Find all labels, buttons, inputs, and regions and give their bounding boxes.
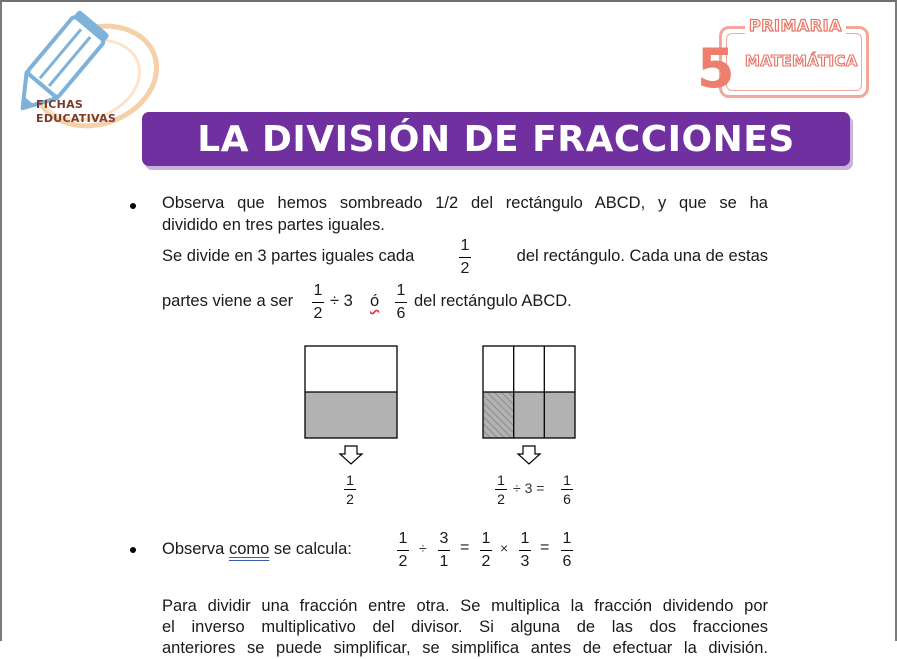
formula-fraction-2: [437, 530, 451, 571]
formula-divide: ÷: [419, 540, 427, 556]
bullet-dot-2: [130, 547, 136, 553]
paragraph-line-2: el inverso multiplicativo del divisor. Si alguna de las dos fracciones: [162, 618, 768, 636]
fraction-numerator: 1: [313, 282, 323, 299]
badge-subject: MATEMÁTICA: [745, 52, 858, 70]
down-arrow-icon: [518, 446, 540, 464]
bullet2-text: [162, 538, 352, 560]
bullet1-line4-before: partes viene a ser: [162, 292, 294, 310]
division-by-three: ÷ 3: [330, 292, 353, 310]
fraction-numerator: 1: [346, 472, 354, 488]
fraction-denominator: 2: [460, 260, 470, 278]
badge-level: PRIMARIA: [745, 16, 846, 35]
fraction-denominator: 6: [563, 491, 571, 508]
fraction-one-half-b: [311, 282, 325, 323]
fraction-numerator: 1: [497, 472, 505, 488]
fraction-denominator: 2: [398, 553, 408, 571]
rectangle-half-shaded: [305, 346, 397, 438]
diagram-left-fraction: [344, 472, 356, 507]
title-banner: [142, 112, 850, 166]
logo-line-2: EDUCATIVAS: [36, 112, 117, 125]
formula-fraction-5: [560, 530, 574, 571]
fraction-denominator: 3: [520, 553, 530, 571]
bullet2-before: Observa: [162, 540, 225, 558]
fraction-denominator: 2: [481, 553, 491, 571]
paragraph-line-1: Para dividir una fracción entre otra. Se multiplica la fracción dividendo por: [162, 597, 768, 615]
fraction-numerator: 3: [439, 530, 449, 547]
formula-fraction-1: [396, 530, 410, 571]
diagram-right-fraction-a: [495, 472, 507, 507]
diagram-division-equals: ÷ 3 =: [513, 480, 545, 496]
grade-badge: [697, 14, 877, 106]
formula-equals-2: =: [540, 539, 550, 556]
bullet1-line2: dividido en tres partes iguales.: [162, 216, 385, 234]
bullet1-line1: Observa que hemos sombreado 1/2 del rectángulo ABCD, y que se ha: [162, 194, 768, 212]
como-word: como: [228, 540, 270, 558]
fraction-numerator: 1: [398, 530, 408, 547]
page-title: LA DIVISIÓN DE FRACCIONES: [197, 119, 795, 160]
rectangle-diagram: [300, 340, 590, 470]
paragraph-line-3: anteriores se puede simplificar, se simplifica antes de efectuar la división.: [162, 639, 768, 657]
bullet2-after: se calcula:: [273, 540, 352, 558]
bullet1-line3-after: del rectángulo. Cada una de estas: [516, 247, 768, 265]
fraction-one-sixth: [394, 282, 408, 323]
badge-grade: 5: [697, 37, 735, 100]
formula-times: ×: [500, 540, 509, 556]
down-arrow-icon: [340, 446, 362, 464]
fraction-denominator: 2: [313, 305, 323, 323]
fraction-numerator: 1: [396, 282, 406, 299]
bullet1-line4-after: del rectángulo ABCD.: [414, 292, 572, 310]
fraction-one-half: [458, 237, 472, 278]
fraction-denominator: 2: [497, 491, 505, 508]
fraction-denominator: 1: [439, 553, 449, 571]
rectangle-sixths: [483, 346, 575, 438]
or-word: ó: [370, 292, 380, 310]
fraction-numerator: 1: [481, 530, 491, 547]
fraction-denominator: 2: [346, 491, 354, 508]
fraction-numerator: 1: [562, 530, 572, 547]
diagram-right-fraction-b: [561, 472, 573, 507]
formula-equals-1: =: [460, 539, 470, 556]
fraction-denominator: 6: [396, 305, 406, 323]
formula-fraction-4: [518, 530, 532, 571]
fraction-numerator: 1: [460, 237, 470, 254]
fraction-numerator: 1: [520, 530, 530, 547]
logo-line-1: FICHAS: [36, 98, 84, 111]
fraction-denominator: 6: [562, 553, 572, 571]
formula-fraction-3: [479, 530, 493, 571]
bullet-dot-1: [130, 203, 136, 209]
bullet1-line3-before: Se divide en 3 partes iguales cada: [162, 247, 415, 265]
fraction-numerator: 1: [563, 472, 571, 488]
